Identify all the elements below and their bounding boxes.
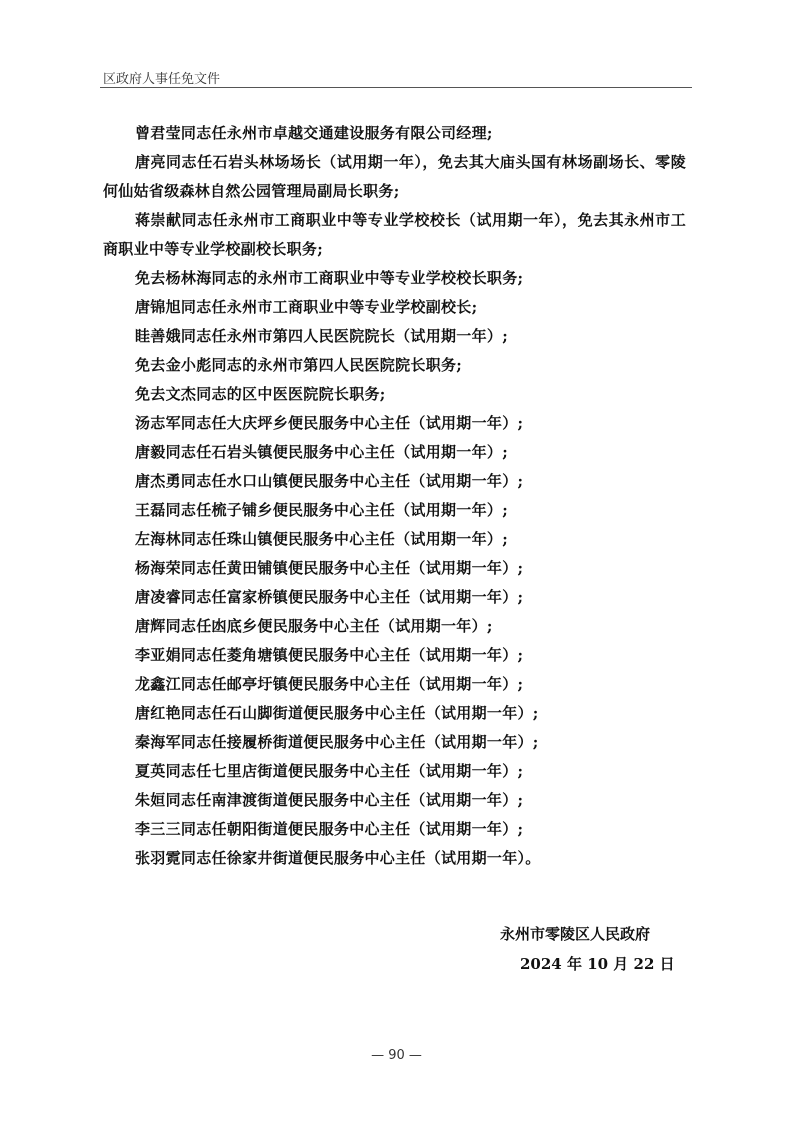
running-header: 区政府人事任免文件 bbox=[103, 72, 221, 87]
appointment-item: 王磊同志任梳子铺乡便民服务中心主任（试用期一年）; bbox=[135, 501, 509, 519]
appointment-item: 夏英同志任七里店街道便民服务中心主任（试用期一年）; bbox=[135, 762, 524, 780]
appointment-item: 朱姮同志任南津渡街道便民服务中心主任（试用期一年）; bbox=[135, 791, 524, 809]
appointment-item: 唐亮同志任石岩头林场场长（试用期一年），免去其大庙头国有林场副场长、零陵何仙姑省级森林自然公园管理局副局长职务; bbox=[103, 153, 686, 200]
appointment-item: 唐凌睿同志任富家桥镇便民服务中心主任（试用期一年）; bbox=[135, 588, 524, 606]
header-divider bbox=[100, 87, 692, 88]
issue-date: 2024 年 10 月 22 日 bbox=[520, 955, 675, 973]
appointment-item: 杨海荣同志任黄田铺镇便民服务中心主任（试用期一年）; bbox=[135, 559, 524, 577]
issuing-authority: 永州市零陵区人民政府 bbox=[500, 925, 651, 943]
appointment-item: 眭善娥同志任永州市第四人民医院院长（试用期一年）; bbox=[135, 327, 509, 345]
appointment-item: 左海林同志任珠山镇便民服务中心主任（试用期一年）; bbox=[135, 530, 509, 548]
appointment-item: 李亚娟同志任菱角塘镇便民服务中心主任（试用期一年）; bbox=[135, 646, 524, 664]
appointment-item: 免去金小彪同志的永州市第四人民医院院长职务; bbox=[135, 356, 463, 374]
appointment-item: 唐杰勇同志任水口山镇便民服务中心主任（试用期一年）; bbox=[135, 472, 524, 490]
page-number: — 90 — bbox=[371, 1048, 422, 1063]
appointment-item: 免去杨林海同志的永州市工商职业中等专业学校校长职务; bbox=[135, 269, 524, 287]
appointment-item: 唐辉同志任凼底乡便民服务中心主任（试用期一年）; bbox=[135, 617, 493, 635]
appointment-item: 曾君莹同志任永州市卓越交通建设服务有限公司经理; bbox=[135, 124, 493, 142]
appointment-item: 汤志军同志任大庆坪乡便民服务中心主任（试用期一年）; bbox=[135, 414, 524, 432]
appointment-item: 唐锦旭同志任永州市工商职业中等专业学校副校长; bbox=[135, 298, 478, 316]
document-body bbox=[103, 119, 686, 873]
appointment-item: 张羽霓同志任徐家井街道便民服务中心主任（试用期一年）。 bbox=[135, 849, 541, 867]
appointment-item: 唐红艳同志任石山脚街道便民服务中心主任（试用期一年）; bbox=[135, 704, 539, 722]
appointment-item: 龙鑫江同志任邮亭圩镇便民服务中心主任（试用期一年）; bbox=[135, 675, 524, 693]
appointment-item: 蒋崇献同志任永州市工商职业中等专业学校校长（试用期一年），免去其永州市工商职业中等专业学校副校长职务; bbox=[103, 211, 686, 258]
appointment-item: 李三三同志任朝阳街道便民服务中心主任（试用期一年）; bbox=[135, 820, 524, 838]
appointment-item: 秦海军同志任接履桥街道便民服务中心主任（试用期一年）; bbox=[135, 733, 539, 751]
appointment-item: 免去文杰同志的区中医医院院长职务; bbox=[135, 385, 386, 403]
appointment-item: 唐毅同志任石岩头镇便民服务中心主任（试用期一年）; bbox=[135, 443, 509, 461]
